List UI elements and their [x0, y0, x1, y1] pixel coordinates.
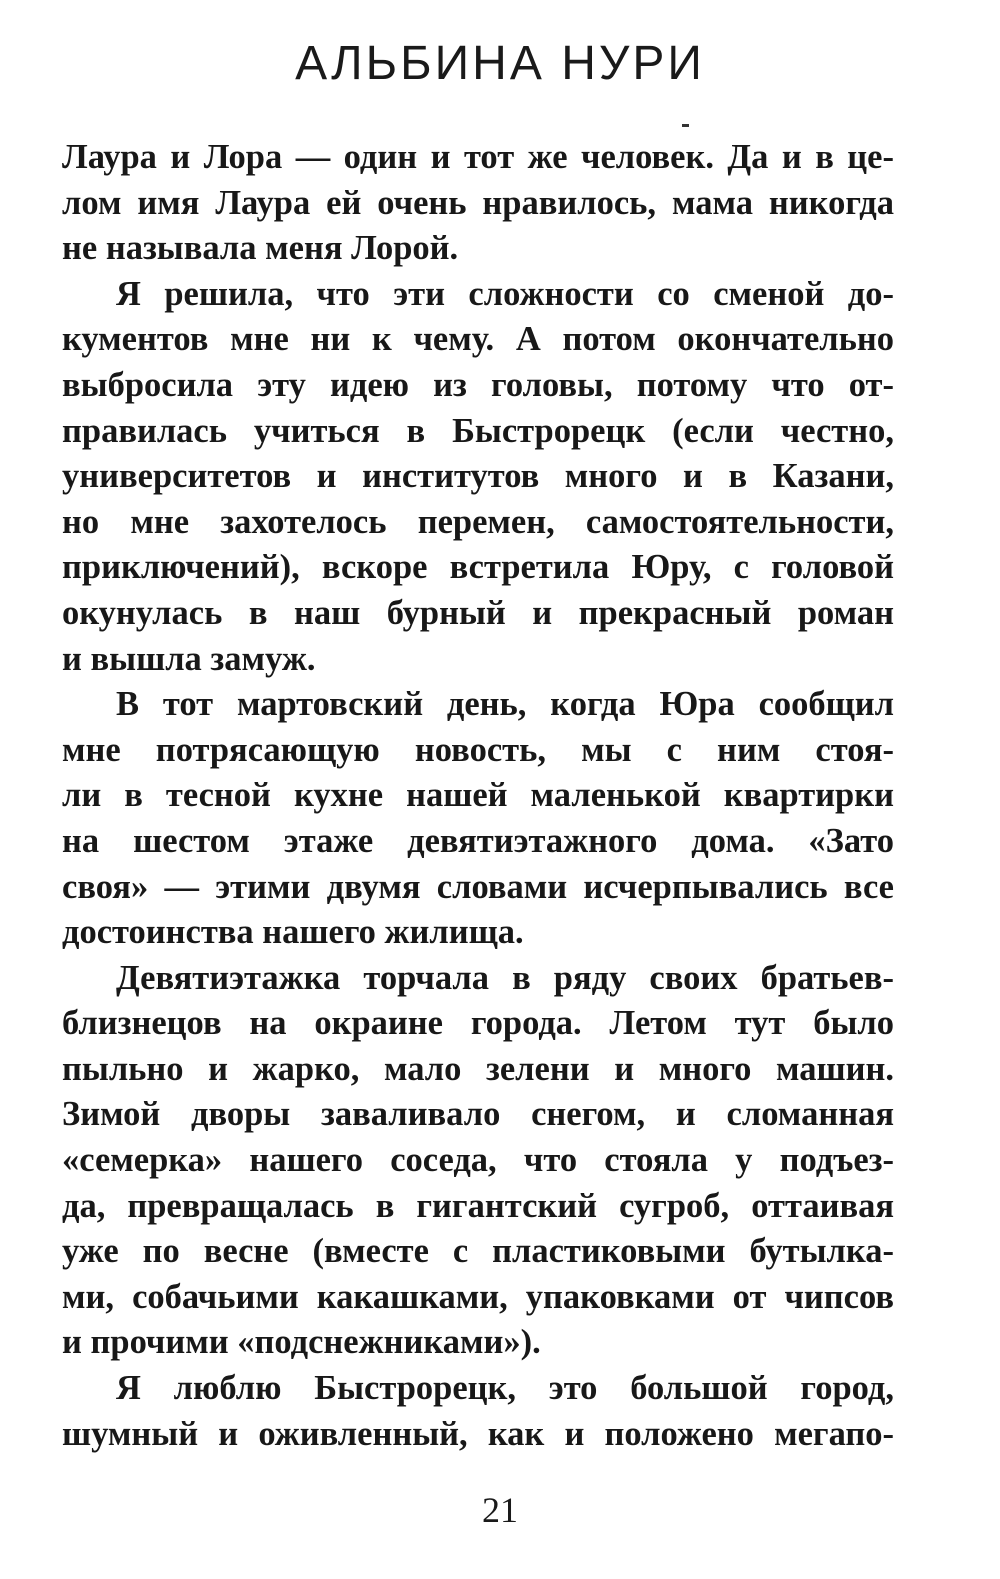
text-line: Зимой дворы заваливало снегом, и сломанная: [62, 1095, 894, 1134]
text-line: приключений), вскоре встретила Юру, с головой: [62, 548, 894, 587]
text-line: выбросила эту идею из головы, потому что от-: [62, 365, 894, 404]
text-line: своя» — этими двумя словами исчерпывались все: [62, 867, 894, 906]
text-line: но мне захотелось перемен, самостоятельности,: [62, 502, 894, 541]
text-line: «семерка» нашего соседа, что стояла у подъез-: [62, 1141, 894, 1180]
text-line: Лаура и Лора — один и тот же человек. Да и в це-: [62, 138, 894, 176]
text-line: и вышла замуж.: [62, 639, 316, 678]
text-line: близнецов на окраине города. Летом тут было: [62, 1004, 894, 1043]
text-line: Я люблю Быстрорецк, это большой город,: [116, 1369, 894, 1408]
text-line: кументов мне ни к чему. А потом окончательно: [62, 320, 894, 359]
text-line: уже по весне (вместе с пластиковыми бутылка-: [62, 1232, 894, 1271]
page-number: 21: [482, 1490, 518, 1530]
text-line: правилась учиться в Быстрорецк (если честно,: [62, 411, 894, 450]
running-head-author: АЛЬБИНА НУРИ: [295, 37, 705, 90]
text-line: ми, собачьими какашками, упаковками от чипсов: [62, 1277, 894, 1316]
paragraph-4: [62, 956, 894, 1366]
text-line: на шестом этаже девятиэтажного дома. «Зато: [62, 821, 894, 860]
body-text: [62, 135, 894, 1457]
paragraph-2: [62, 272, 894, 682]
text-line: шумный и оживленный, как и положено мегапо-: [62, 1414, 894, 1453]
text-line: пыльно и жарко, мало зелени и много машин.: [62, 1049, 894, 1088]
text-line: да, превращалась в гигантский сугроб, оттаивая: [62, 1186, 894, 1225]
print-speck: [682, 124, 689, 127]
text-line: лом имя Лаура ей очень нравилось, мама никогда: [62, 183, 894, 222]
paragraph-1: [62, 135, 894, 272]
text-line: Девятиэтажка торчала в ряду своих братьев-: [116, 958, 894, 997]
text-line: мне потрясающую новость, мы с ним стоя-: [62, 730, 894, 769]
text-line: университетов и институтов много и в Казани,: [62, 457, 894, 496]
text-line: ли в тесной кухне нашей маленькой квартирки: [62, 776, 894, 815]
text-line: Я решила, что эти сложности со сменой до-: [116, 274, 894, 313]
text-line: достоинства нашего жилища.: [62, 913, 524, 952]
text-line: не называла меня Лорой.: [62, 229, 459, 268]
paragraph-5: [62, 1366, 894, 1457]
text-line: окунулась в наш бурный и прекрасный роман: [62, 593, 894, 632]
paragraph-3: [62, 682, 894, 956]
text-line: В тот мартовский день, когда Юра сообщил: [116, 685, 894, 724]
text-line: и прочими «подснежниками»).: [62, 1323, 541, 1362]
